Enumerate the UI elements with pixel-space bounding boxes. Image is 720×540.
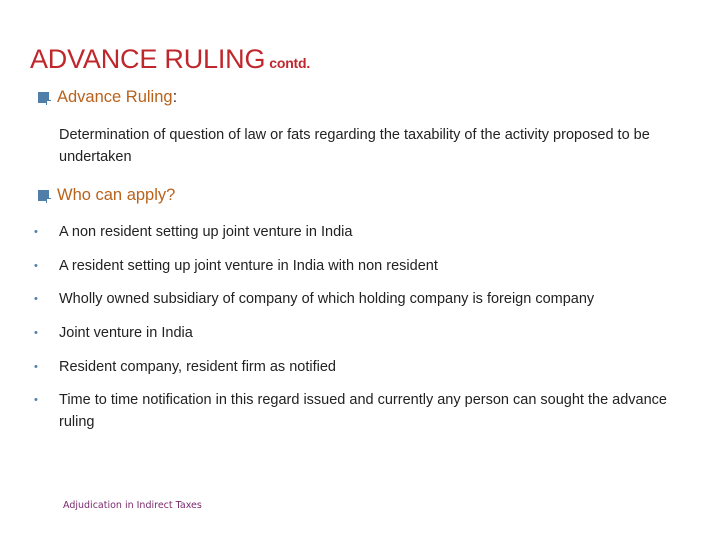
list-item-text: Time to time notification in this regard issued and currently any person can sought the advance ruling <box>59 392 667 430</box>
list-item <box>34 322 674 344</box>
section-heading-text: Who can apply? <box>57 186 176 204</box>
square-bullet-icon <box>38 190 49 201</box>
square-bullet-icon <box>38 92 49 103</box>
section-heading-text: Advance Ruling <box>57 88 173 106</box>
definition-text: Determination of question of law or fats regarding the taxability of the activity proposed to be undertaken <box>59 127 650 165</box>
slide-title-text: ADVANCE RULING <box>30 44 266 74</box>
dot-bullet-icon: • <box>34 226 38 238</box>
list-item <box>34 255 674 277</box>
section-heading-who-can-apply <box>38 186 175 205</box>
dot-bullet-icon: • <box>34 394 38 406</box>
list-item-text: Joint venture in India <box>59 325 193 341</box>
section-heading-advance-ruling <box>38 88 177 107</box>
footer-text: Adjudication in Indirect Taxes <box>63 500 202 511</box>
dot-bullet-icon: • <box>34 361 38 373</box>
list-item <box>34 221 674 243</box>
list-item-text: Resident company, resident firm as notified <box>59 359 336 375</box>
list-item-text: Wholly owned subsidiary of company of which holding company is foreign company <box>59 291 595 307</box>
section-heading-colon: : <box>172 88 178 106</box>
list-item <box>34 288 674 310</box>
list-item-text: A resident setting up joint venture in India with non resident <box>59 258 438 274</box>
dot-bullet-icon: • <box>34 327 38 339</box>
list-item <box>34 389 674 433</box>
list-item-text: A non resident setting up joint venture in India <box>59 224 353 240</box>
list-item <box>34 356 674 378</box>
slide-title-suffix: contd. <box>269 55 311 71</box>
dot-bullet-icon: • <box>34 260 38 272</box>
dot-bullet-icon: • <box>34 293 38 305</box>
slide-title <box>30 44 310 75</box>
